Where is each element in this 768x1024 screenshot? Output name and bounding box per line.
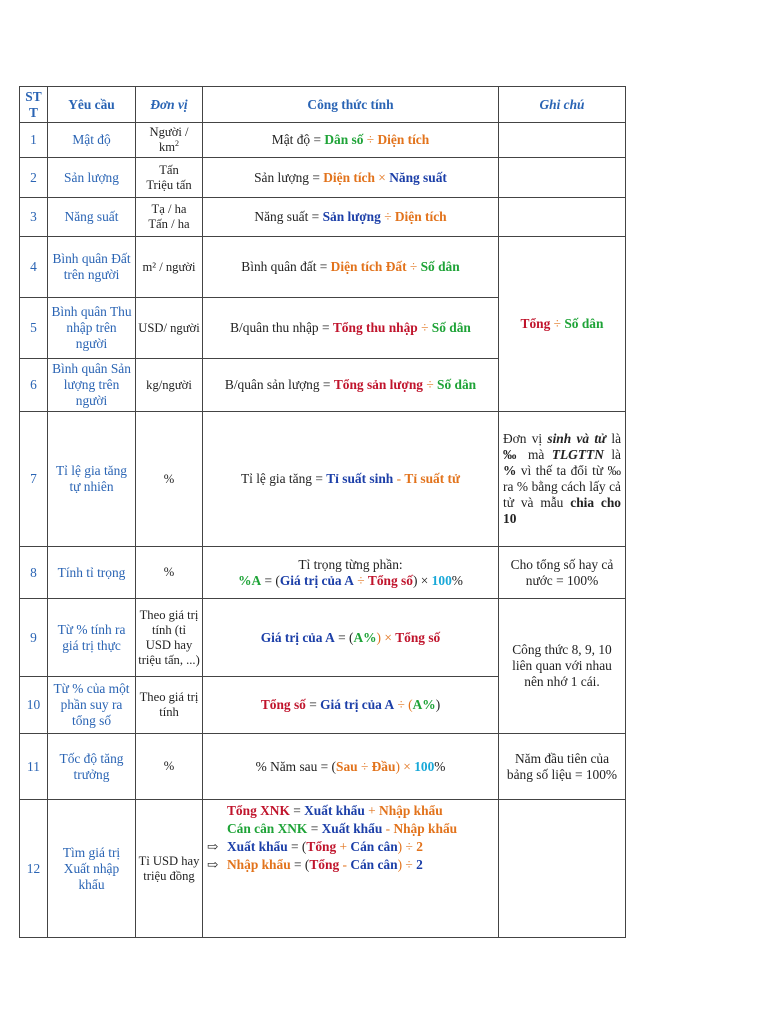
note-text: là (606, 431, 622, 446)
formula-term: %A (238, 572, 262, 588)
formula-operator: = ( (290, 857, 310, 872)
table-row (20, 412, 626, 547)
formula-term: Tổng số (367, 572, 413, 588)
note-term: Tổng (520, 316, 551, 331)
formula-term: Cán cân XNK (227, 821, 308, 836)
note-text: sinh và tử (547, 431, 607, 446)
arrow-right-icon: ⇨ (207, 839, 219, 854)
formula-bullet (207, 820, 494, 837)
row-unit (136, 158, 203, 198)
row-request: Bình quân Sản lượng trên người (48, 359, 136, 412)
table-row (20, 599, 626, 677)
row-request: Bình quân Đất trên người (48, 237, 136, 298)
formula-operator: ÷ (417, 320, 432, 335)
formula-bullet (207, 856, 494, 873)
unit-line: Tấn / ha (148, 217, 190, 231)
formula-operator: % (434, 758, 446, 774)
formula-term: A% (353, 629, 377, 645)
formula-term: Cán cân (350, 839, 398, 854)
row-formula (203, 298, 499, 359)
row-unit: m² / người (136, 237, 203, 298)
formula-operator: ÷ (380, 209, 395, 224)
formula-operator: ) ÷ (397, 857, 417, 872)
row-unit: Theo giá trị tính (136, 677, 203, 734)
formula-operator: ÷ ( (394, 697, 413, 712)
note-proportion: Cho tổng số hay cả nước = 100% (499, 547, 626, 599)
row-unit: USD/ người (136, 298, 203, 359)
table-row (20, 800, 626, 938)
formula-term: Xuất khẩu (304, 803, 365, 818)
row-number: 5 (20, 298, 48, 359)
formula-operator: ) (435, 697, 441, 712)
note-text: chia cho 10 (503, 495, 621, 526)
formula-operator: = ( (287, 839, 307, 854)
formula-label: Năng suất = (254, 209, 323, 224)
header-unit: Đơn vị (136, 87, 203, 123)
row-formula (203, 412, 499, 547)
row-unit: kg/người (136, 359, 203, 412)
row-note (499, 123, 626, 158)
row-number: 12 (20, 800, 48, 938)
formula-term: Giá trị của A (320, 697, 395, 712)
formula-term: Giá trị của A (260, 629, 335, 645)
row-formula (203, 547, 499, 599)
row-number: 1 (20, 123, 48, 158)
row-number: 7 (20, 412, 48, 547)
formula-term: Cán cân (350, 857, 398, 872)
formula-label: Mật độ = (271, 132, 325, 147)
row-number: 8 (20, 547, 48, 599)
formula-term: Tổng thu nhập (332, 320, 418, 335)
row-unit: % (136, 412, 203, 547)
row-request: Tính tỉ trọng (48, 547, 136, 599)
row-request: Tỉ lệ gia tăng tự nhiên (48, 412, 136, 547)
formula-term: Diện tích (394, 209, 447, 224)
formula-term: Tổng số (395, 629, 441, 645)
row-formula (203, 734, 499, 800)
row-formula (203, 359, 499, 412)
header-row (20, 87, 626, 123)
formula-bullet (207, 802, 494, 819)
row-number: 9 (20, 599, 48, 677)
formula-term: Năng suất (389, 169, 447, 185)
row-formula (203, 800, 499, 938)
note-text: là (603, 447, 622, 462)
unit-line: Tạ / ha (151, 202, 187, 216)
arrow-right-icon: ⇨ (207, 857, 219, 872)
formula-operator: - (393, 471, 405, 486)
note-text: Đơn vị (503, 431, 548, 446)
formula-term: Xuất khẩu (321, 821, 383, 836)
note-growth-rate: Năm đầu tiên của bảng số liệu = 100% (499, 734, 626, 800)
row-unit (136, 123, 203, 158)
formula-term: Số dân (437, 377, 477, 392)
formula-operator: - (339, 857, 351, 872)
formula-operator: = (289, 803, 305, 818)
formula-term: Diện tích (377, 132, 430, 147)
table-row (20, 734, 626, 800)
formula-term: Tổng sản lượng (333, 377, 423, 392)
note-text: TLGTTN (551, 447, 604, 462)
formula-term: Nhập khẩu (379, 803, 443, 818)
unit-line: Tấn (159, 162, 179, 177)
unit-superscript: 2 (175, 138, 180, 148)
formula-term: Tỉ suất sinh (326, 471, 394, 486)
formula-operator: = (307, 821, 322, 836)
formula-label: Sản lượng = (254, 169, 324, 185)
table-row (20, 123, 626, 158)
row-number: 11 (20, 734, 48, 800)
formula-operator: ÷ (353, 572, 368, 588)
formula-operator: ) × (376, 629, 396, 645)
header-stt: ST T (20, 87, 48, 123)
note-text: vì thế ta đổi từ ‰ ra % bằng cách lấy cả tử và mẫu (503, 463, 621, 510)
formula-label: Bình quân đất = (241, 259, 331, 274)
formula-label: Tỉ lệ gia tăng = (240, 471, 327, 486)
header-request: Yêu cầu (48, 87, 136, 123)
formula-bullet (207, 838, 494, 855)
header-formula: Công thức tính (203, 87, 499, 123)
row-request: Từ % tính ra giá trị thực (48, 599, 136, 677)
formula-term: Diện tích Đất (330, 259, 407, 274)
row-number: 3 (20, 198, 48, 237)
unit-line: Người / (149, 125, 189, 139)
note-operator: ÷ (550, 316, 565, 331)
note-birth-rate (499, 412, 626, 547)
note-related-formulas: Công thức 8, 9, 10 liên quan với nhau nên nhớ 1 cái. (499, 599, 626, 734)
formula-term: Sau (336, 758, 358, 774)
table-row (20, 198, 626, 237)
note-per-capita (499, 237, 626, 412)
formula-operator: ) × (412, 572, 432, 588)
formula-term: Tổng (309, 857, 340, 872)
formula-term: 2 (416, 857, 423, 872)
formula-term: Sản lượng (322, 209, 381, 224)
row-unit: Tỉ USD hay triệu đồng (136, 800, 203, 938)
unit-line: Triệu tấn (146, 177, 192, 192)
row-formula (203, 158, 499, 198)
row-formula (203, 599, 499, 677)
formula-term: Đầu (371, 758, 396, 774)
formula-operator: ) ÷ (397, 839, 417, 854)
row-request: Bình quân Thu nhập trên người (48, 298, 136, 359)
formula-operator: ÷ (406, 259, 421, 274)
row-formula (203, 198, 499, 237)
formula-term: 100 (431, 572, 452, 588)
header-note: Ghi chú (499, 87, 626, 123)
formula-term: Số dân (420, 259, 460, 274)
formula-term: Giá trị của A (279, 572, 354, 588)
row-note (499, 800, 626, 938)
formula-term: Tổng số (260, 697, 306, 712)
formula-operator: ÷ (363, 132, 378, 147)
formula-operator: = (305, 697, 321, 712)
formula-term: 100 (414, 758, 435, 774)
note-text: mà (520, 447, 552, 462)
formula-operator: + (336, 839, 351, 854)
row-request: Sản lượng (48, 158, 136, 198)
formula-term: Tổng (306, 839, 337, 854)
formula-term: Diện tích (323, 169, 375, 185)
row-number: 10 (20, 677, 48, 734)
row-request: Năng suất (48, 198, 136, 237)
formula-term: Dân số (324, 132, 364, 147)
row-number: 2 (20, 158, 48, 198)
row-number: 4 (20, 237, 48, 298)
formula-term: Nhập khẩu (227, 857, 291, 872)
row-request: Tìm giá trị Xuất nhập khẩu (48, 800, 136, 938)
formula-label: % Năm sau = ( (255, 758, 336, 774)
row-unit: Theo giá trị tính (tỉ USD hay triệu tấn, ...) (136, 599, 203, 677)
formula-term: 2 (416, 839, 423, 854)
row-unit: % (136, 734, 203, 800)
formula-operator: ÷ (357, 758, 372, 774)
formula-term: Tỉ suất tử (404, 471, 461, 486)
table-row (20, 547, 626, 599)
formula-operator: = ( (334, 629, 354, 645)
row-request: Mật độ (48, 123, 136, 158)
note-text: % (503, 463, 517, 478)
row-unit: % (136, 547, 203, 599)
formula-operator: + (364, 803, 380, 818)
formula-operator: % (451, 572, 463, 588)
formula-label: Tỉ trọng từng phần: (298, 556, 403, 572)
formula-label: B/quân sản lượng = (224, 377, 334, 392)
row-number: 6 (20, 359, 48, 412)
row-request: Tốc độ tăng trưởng (48, 734, 136, 800)
row-request: Từ % của một phần suy ra tổng số (48, 677, 136, 734)
formula-term: Số dân (431, 320, 471, 335)
formula-term: Nhập khẩu (393, 821, 458, 836)
formula-term: A% (412, 697, 436, 712)
formula-operator: ÷ (422, 377, 438, 392)
formula-table (19, 86, 626, 938)
formula-operator: - (382, 821, 394, 836)
formula-label: B/quân thu nhập = (230, 320, 333, 335)
row-formula (203, 123, 499, 158)
note-term: Số dân (564, 316, 604, 331)
row-unit (136, 198, 203, 237)
row-formula (203, 677, 499, 734)
table-row (20, 158, 626, 198)
unit-line: km (158, 140, 176, 154)
row-note (499, 158, 626, 198)
formula-term: Xuất khẩu (227, 839, 288, 854)
note-text: ‰ (503, 447, 521, 462)
table-row (20, 237, 626, 298)
formula-operator: = ( (261, 572, 280, 588)
formula-operator: ) × (395, 758, 415, 774)
row-formula (203, 237, 499, 298)
formula-term: Tổng XNK (227, 803, 290, 818)
row-note (499, 198, 626, 237)
formula-operator: × (374, 169, 390, 185)
